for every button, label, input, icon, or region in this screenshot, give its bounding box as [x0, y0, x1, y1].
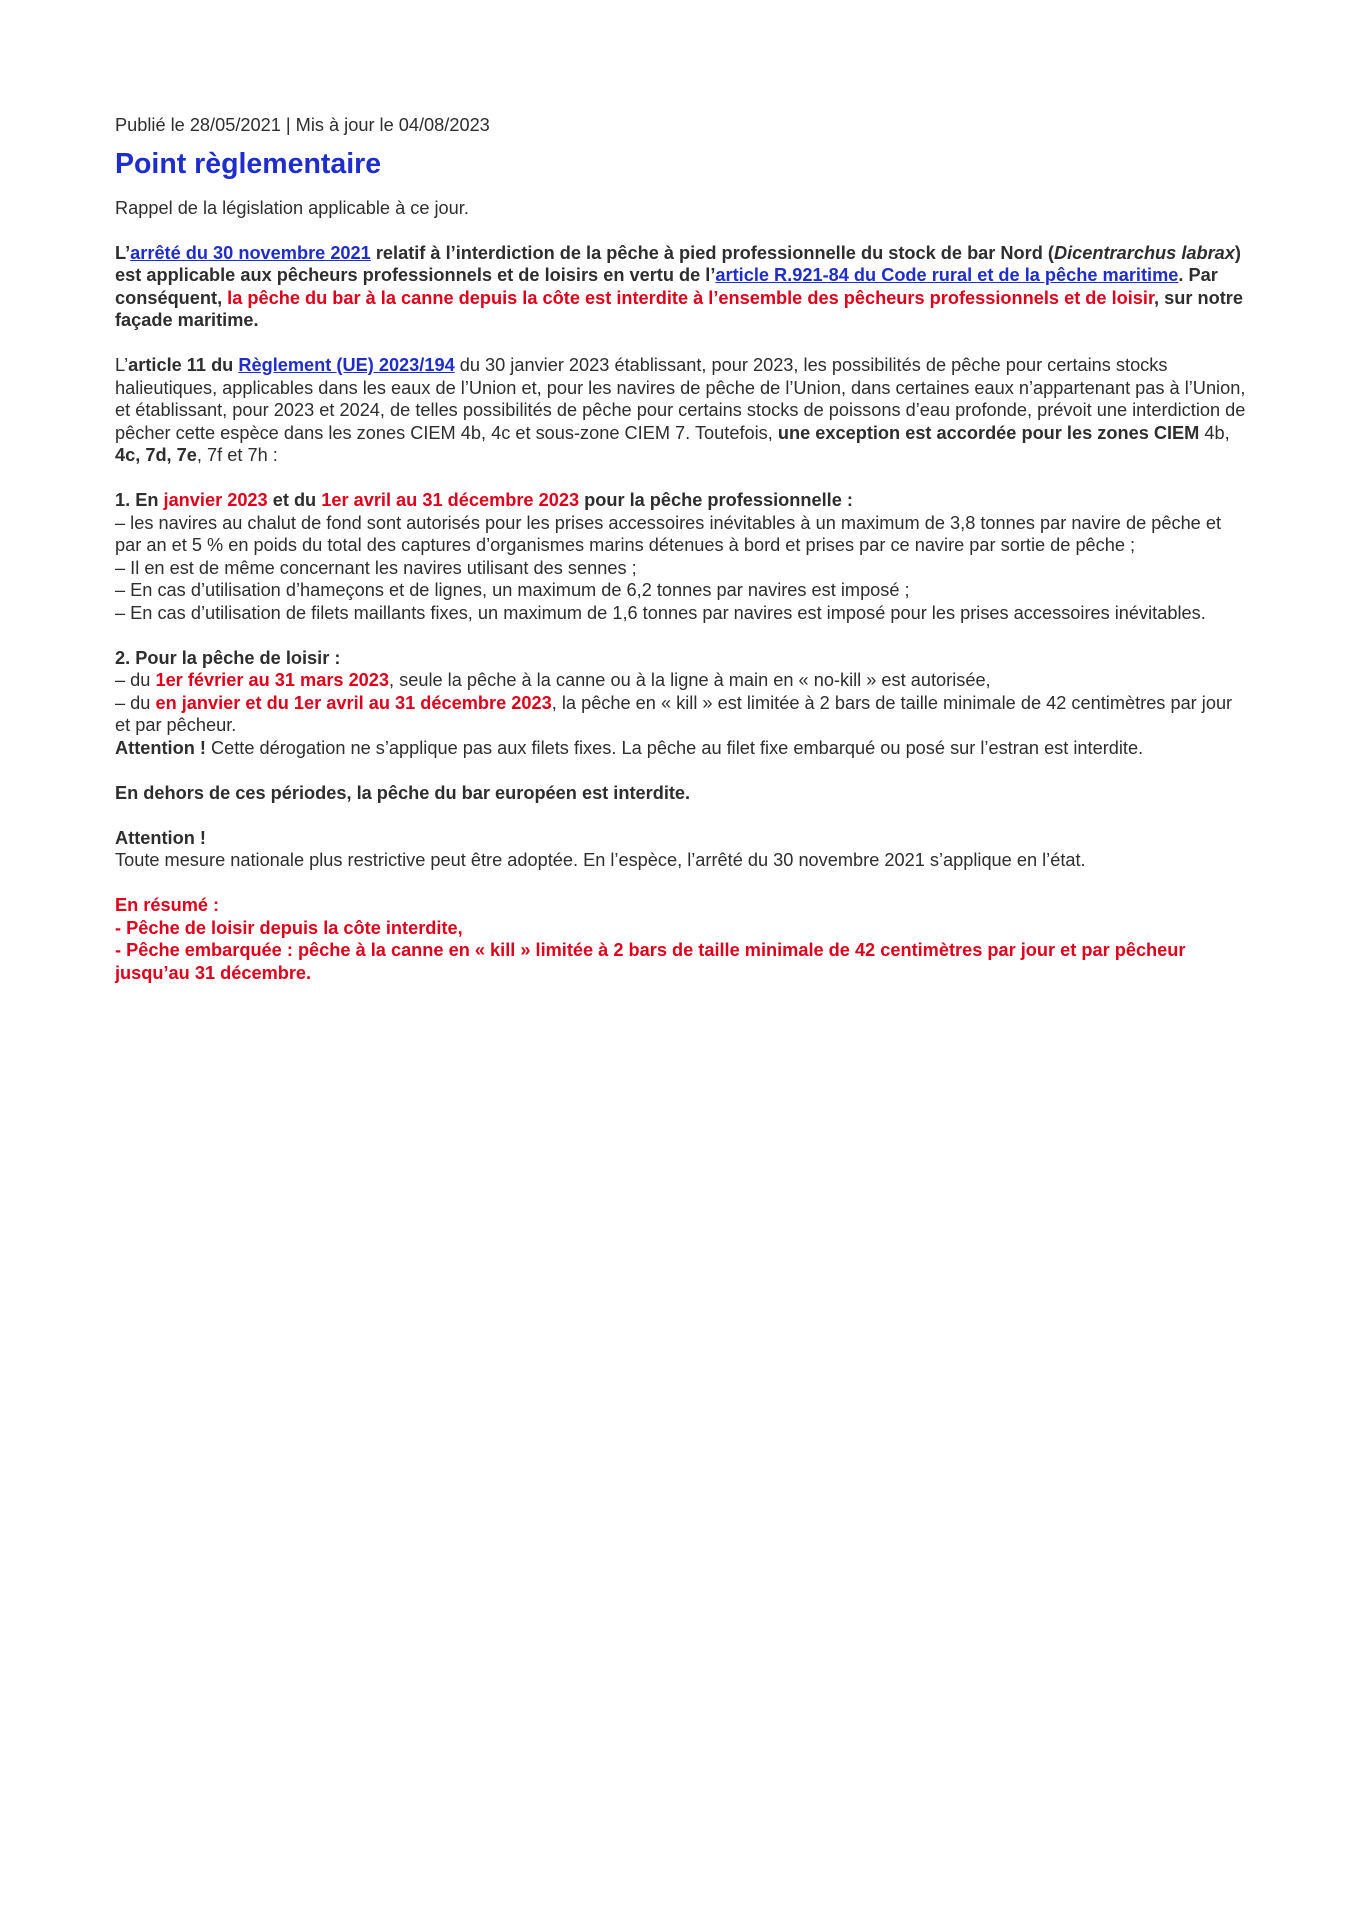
s1-heading-red-1: janvier 2023 [163, 490, 268, 510]
reglement-link[interactable]: Règlement (UE) 2023/194 [238, 355, 455, 375]
leisure-2-text-b: , la pêche en « kill » est limitée à 2 bars de taille minimale de 42 centimètres par jour et par pêcheur. [115, 692, 1233, 735]
professional-rule-item: – Il en est de même concernant les navires utilisant des sennes ; [115, 557, 637, 578]
paragraph-reglement [115, 354, 1250, 467]
attention-heading: Attention ! [115, 827, 206, 848]
para2-text-3: 4b, [1204, 422, 1230, 443]
leisure-1-period: 1er février au 31 mars 2023 [155, 670, 390, 690]
s1-heading-3: pour la pêche professionnelle : [579, 490, 853, 510]
code-rural-link[interactable]: article R.921-84 du Code rural et de la pêche maritime [715, 265, 1179, 285]
section-leisure-heading: 2. Pour la pêche de loisir : [115, 647, 341, 668]
para2-text-1: L’ [115, 355, 129, 375]
paragraph-arrete [115, 242, 1250, 332]
s1-heading-red-2: 1er avril au 31 décembre 2023 [321, 490, 580, 510]
leisure-1-text-a: – du [115, 670, 156, 690]
para2-text-4: , 7f et 7h : [196, 445, 278, 465]
document-content [115, 114, 1250, 984]
attention-text: Toute mesure nationale plus restrictive peut être adoptée. En l’espèce, l’arrêté du 30 novembre 2021 s’applique en l’état. [115, 850, 1086, 870]
s1-heading-1: 1. En [115, 490, 164, 510]
summary-item: - Pêche embarquée : pêche à la canne en « kill » limitée à 2 bars de taille minimale de 42 centimètres par jour et par pêcheur jusqu’au 31 décembre. [115, 940, 1186, 983]
article-11-label: article 11 du [128, 355, 239, 375]
outside-periods-notice: En dehors de ces périodes, la pêche du bar européen est interdite. [115, 782, 691, 803]
professional-rule-item: – En cas d’utilisation d’hameçons et de lignes, un maximum de 6,2 tonnes par navires est imposé ; [115, 580, 910, 600]
professional-rule-item: – les navires au chalut de fond sont autorisés pour les prises accessoires inévitables à un maximum de 3,8 tonnes par navire de pêche et par an et 5 % en poids du total des captures d’organismes marins détenues à bord et prises par ce navire par sortie de pêche ; [115, 512, 1222, 555]
zones-highlight: 4c, 7d, 7e [115, 445, 197, 465]
species-name: Dicentrarchus labrax [1053, 242, 1235, 263]
leisure-attention-text: Cette dérogation ne s’applique pas aux filets fixes. La pêche au filet fixe embarqué ou posé sur l’estran est interdite. [205, 737, 1144, 758]
leisure-rule-item [115, 669, 1250, 692]
ban-highlight: la pêche du bar à la canne depuis la côte est interdite à l’ensemble des pêcheurs professionnels et de loisir [227, 287, 1155, 308]
para1-text-5: , sur notre façade maritime. [115, 287, 1243, 330]
para2-text-2: du 30 janvier 2023 établissant, pour 2023, les possibilités de pêche pour certains stocks halieutiques, applicables dans les eaux de l’Union et, pour les navires de pêche de l’Union, dans certaines eaux n’appartenant pas à l’Union, et établissant, pour 2023 et 2024, de telles possibilités de pêche pour certains stocks de poissons d’eau profonde, prévoit une interdiction de pêcher cette espèce dans les zones CIEM 4b, 4c et sous-zone CIEM 7. Toutefois, [115, 355, 1246, 443]
para1-text-3: ) est applicable aux pêcheurs professionnels et de loisirs en vertu de l’ [115, 242, 1241, 285]
professional-rule-item: – En cas d’utilisation de filets maillants fixes, un maximum de 1,6 tonnes par navires est imposé pour les prises accessoires inévitables. [115, 602, 1206, 623]
publication-dates: Publié le 28/05/2021 | Mis à jour le 04/08/2023 [115, 115, 490, 135]
para1-text-2: relatif à l’interdiction de la pêche à pied professionnelle du stock de bar Nord ( [370, 242, 1054, 263]
leisure-1-text-b: , seule la pêche à la canne ou à la ligne à main en « no-kill » est autorisée, [389, 670, 991, 690]
section-professional-heading [115, 489, 1250, 512]
page-title: Point règlementaire [115, 147, 382, 180]
leisure-2-text-a: – du [115, 692, 156, 713]
intro-text: Rappel de la législation applicable à ce jour. [115, 197, 469, 218]
para1-text-1: L’ [115, 242, 131, 263]
leisure-2-period: en janvier et du 1er avril au 31 décembre 2023 [155, 692, 552, 713]
s1-heading-2: et du [267, 490, 322, 510]
leisure-attention [115, 737, 1250, 760]
summary-heading: En résumé : [115, 895, 220, 915]
summary-item: - Pêche de loisir depuis la côte interdite, [115, 917, 463, 938]
para1-text-4: . Par conséquent, [115, 265, 1218, 308]
arrete-link[interactable]: arrêté du 30 novembre 2021 [130, 242, 371, 263]
leisure-attention-label: Attention ! [115, 737, 206, 758]
leisure-rule-item [115, 692, 1250, 737]
exception-highlight: une exception est accordée pour les zones CIEM [777, 422, 1205, 443]
